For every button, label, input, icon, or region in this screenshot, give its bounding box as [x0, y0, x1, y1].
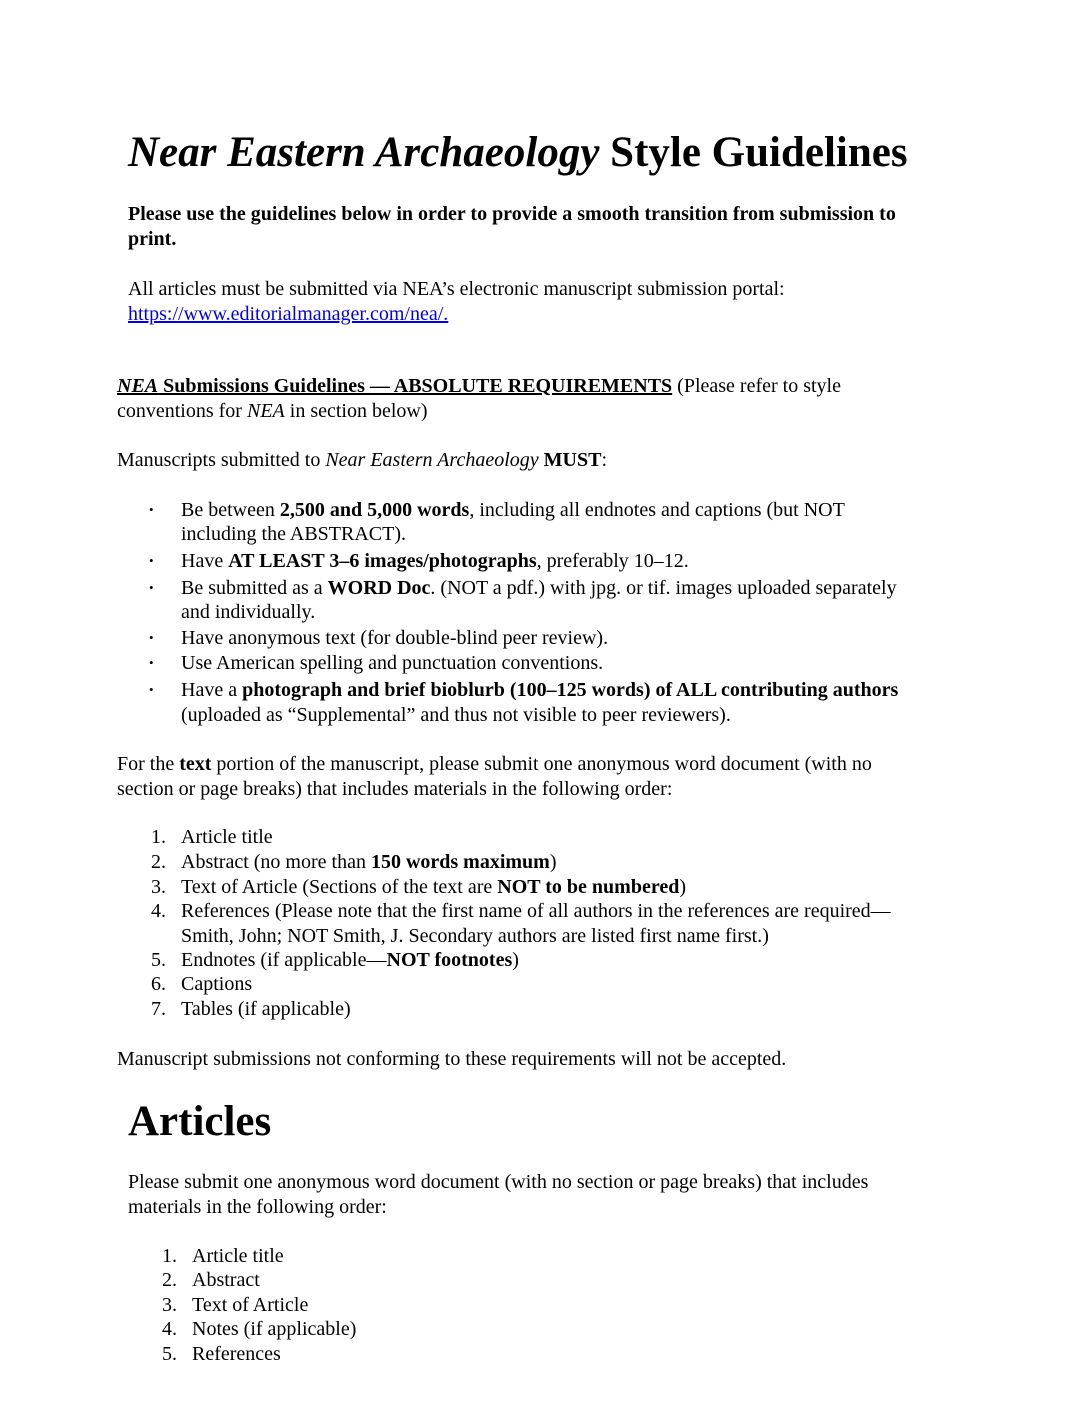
list-item-tail: ) — [549, 851, 557, 873]
list-number: 6. — [151, 973, 166, 995]
bullet-bold: 2,500 and 5,000 words — [279, 499, 470, 521]
list-number: 4. — [151, 900, 166, 922]
must-line-a: Manuscripts submitted to — [117, 449, 326, 471]
list-item-text: Text of Article (Sections of the text are — [181, 876, 498, 898]
requirements-heading-rest: (Please refer to style — [672, 375, 841, 397]
list-item: Captions — [181, 973, 253, 995]
list-item: Tables (if applicable) — [181, 998, 351, 1020]
bullet-icon: • — [149, 553, 154, 568]
requirements-heading-line-2 — [117, 399, 428, 423]
list-number: 3. — [151, 876, 166, 898]
list-item: Text of Article — [192, 1294, 309, 1316]
requirements-heading-bold: Submissions Guidelines — ABSOLUTE REQUIREMENTS — [158, 375, 673, 397]
requirements-heading — [117, 374, 841, 398]
bullet-text: Be between — [181, 499, 280, 521]
must-line-bold: MUST — [543, 449, 602, 471]
bullet-item — [181, 576, 897, 600]
list-item — [181, 948, 519, 972]
requirements-heading-line-2-italic: NEA — [246, 400, 285, 422]
intro-bold-line-2: print. — [128, 228, 177, 250]
list-item-tail: ) — [679, 876, 687, 898]
bullet-icon: • — [149, 580, 154, 595]
list-number: 7. — [151, 998, 166, 1020]
list-item-tail: ) — [512, 949, 519, 971]
title-rest: Style Guidelines — [599, 129, 908, 176]
list-number: 2. — [151, 851, 166, 873]
closing-note: Manuscript submissions not conforming to these requirements will not be accepted. — [117, 1048, 787, 1070]
portal-line: All articles must be submitted via NEA’s electronic manuscript submission portal: — [128, 278, 785, 300]
bullet-item-line-2: and individually. — [181, 601, 316, 623]
list-item: References — [192, 1343, 281, 1365]
page-title — [128, 126, 908, 180]
bullet-text: Be submitted as a — [181, 577, 328, 599]
text-portion-a: For the — [117, 753, 180, 775]
bullet-bold: photograph and brief bioblurb (100–125 words) of ALL contributing authors — [242, 679, 899, 701]
list-number: 3. — [162, 1294, 177, 1316]
list-item-bold: NOT footnotes — [386, 949, 513, 971]
articles-heading: Articles — [128, 1098, 272, 1145]
bullet-item-line-2: including the ABSTRACT). — [181, 523, 406, 545]
list-item: References (Please note that the first name of all authors in the references are required— — [181, 900, 891, 922]
articles-para-line-1: Please submit one anonymous word document (with no section or page breaks) that includes — [128, 1171, 869, 1193]
list-item-bold: NOT to be numbered — [497, 876, 680, 898]
bullet-item — [181, 498, 845, 522]
list-number: 4. — [162, 1318, 177, 1340]
bullet-text-tail: . (NOT a pdf.) with jpg. or tif. images uploaded separately — [430, 577, 897, 599]
bullet-bold: AT LEAST 3–6 images/photographs — [228, 550, 537, 572]
intro-bold-line-1: Please use the guidelines below in order to provide a smooth transition from submission to — [128, 203, 896, 225]
bullet-icon: • — [149, 655, 154, 670]
list-number: 5. — [162, 1343, 177, 1365]
bullet-text-tail: , including all endnotes and captions (but NOT — [469, 499, 845, 521]
list-number: 1. — [162, 1245, 177, 1267]
text-portion-line-2: section or page breaks) that includes materials in the following order: — [117, 778, 673, 800]
must-line-italic: Near Eastern Archaeology — [325, 449, 539, 471]
list-number: 2. — [162, 1269, 177, 1291]
list-number: 1. — [151, 826, 166, 848]
text-portion-bold: text — [179, 753, 212, 775]
bullet-item — [181, 678, 898, 702]
bullet-bold: WORD Doc — [327, 577, 431, 599]
list-number: 5. — [151, 949, 166, 971]
text-portion-b: portion of the manuscript, please submit one anonymous word document (with no — [211, 753, 872, 775]
bullet-item: Use American spelling and punctuation conventions. — [181, 652, 604, 674]
list-item-text: Endnotes (if applicable— — [181, 949, 387, 971]
bullet-text: Have a — [181, 679, 243, 701]
portal-link[interactable]: https://www.editorialmanager.com/nea/. — [128, 303, 449, 325]
list-item-line-2: Smith, John; NOT Smith, J. Secondary authors are listed first name first.) — [181, 925, 769, 947]
bullet-icon: • — [149, 630, 154, 645]
list-item: Article title — [192, 1245, 284, 1267]
bullet-text: Have — [181, 550, 229, 572]
must-line-colon: : — [601, 449, 607, 471]
bullet-icon: • — [149, 502, 154, 517]
text-portion-line-1 — [117, 752, 872, 776]
title-italic: Near Eastern Archaeology — [128, 129, 600, 176]
bullet-item-line-2: (uploaded as “Supplemental” and thus not visible to peer reviewers). — [181, 704, 731, 726]
bullet-text-tail: , preferably 10–12. — [536, 550, 689, 572]
must-line — [117, 448, 607, 472]
list-item: Article title — [181, 826, 273, 848]
bullet-item: Have anonymous text (for double-blind peer review). — [181, 627, 609, 649]
articles-para-line-2: materials in the following order: — [128, 1196, 387, 1218]
list-item — [181, 875, 686, 899]
list-item: Abstract — [192, 1269, 260, 1291]
requirements-heading-italic: NEA — [117, 375, 159, 397]
bullet-item — [181, 549, 689, 573]
list-item — [181, 850, 557, 874]
list-item-bold: 150 words maximum — [370, 851, 550, 873]
bullet-icon: • — [149, 682, 154, 697]
list-item-text: Abstract (no more than — [181, 851, 371, 873]
requirements-heading-line-2b: in section below) — [284, 400, 428, 422]
requirements-heading-line-2a: conventions for — [117, 400, 247, 422]
requirements-heading-underlined — [117, 375, 672, 397]
list-item: Notes (if applicable) — [192, 1318, 357, 1340]
